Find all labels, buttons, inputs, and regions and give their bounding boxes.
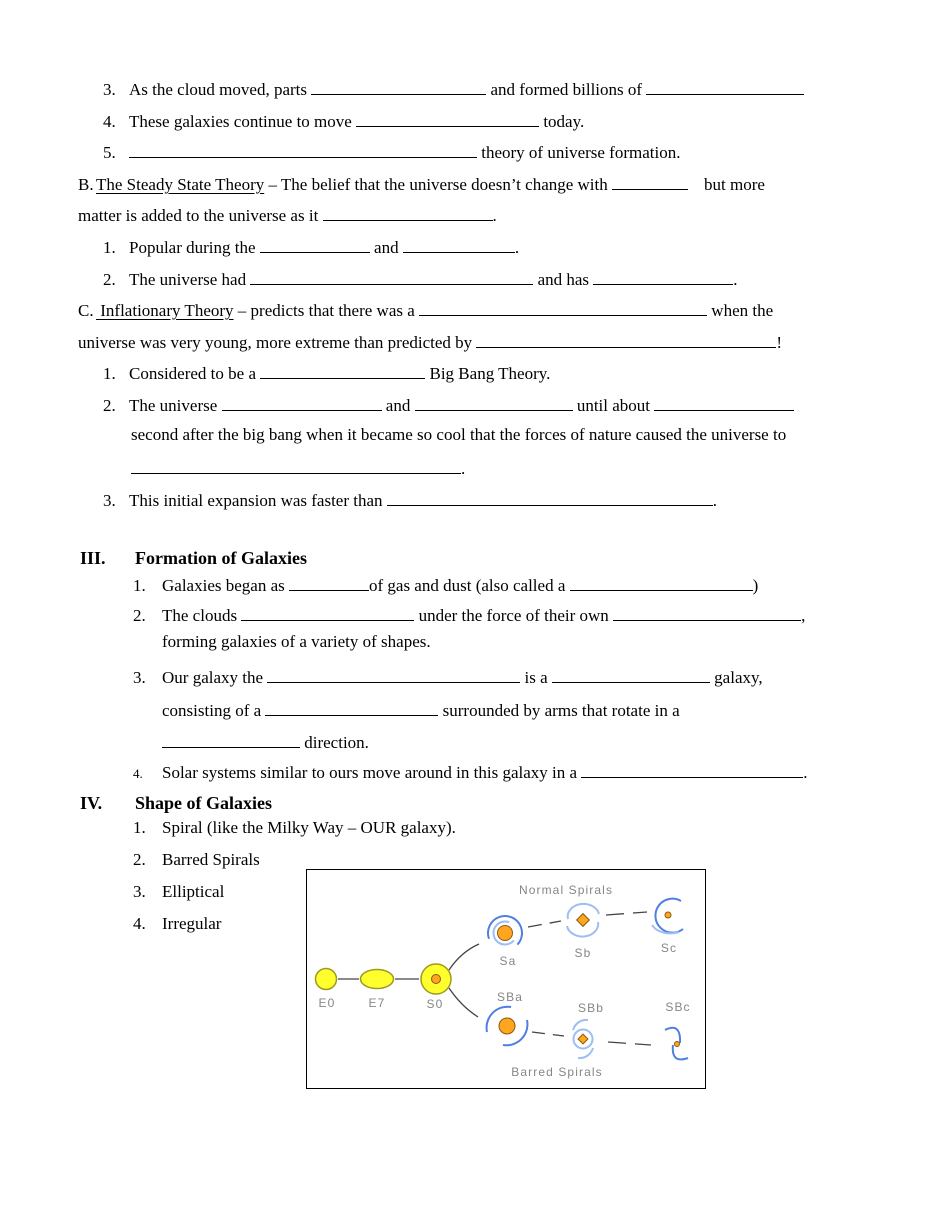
blank-fill-line bbox=[162, 730, 300, 748]
text-run: The universe had bbox=[129, 270, 251, 289]
connector-sb-sc bbox=[606, 912, 647, 915]
text-run: . bbox=[733, 270, 738, 289]
blank-fill-line bbox=[265, 698, 438, 716]
text-run: 1. bbox=[133, 576, 146, 595]
text-run: when the bbox=[707, 301, 774, 320]
label-e0: E0 bbox=[318, 996, 336, 1010]
blank-fill-line bbox=[654, 393, 794, 411]
blank-fill-line bbox=[241, 603, 414, 621]
blank-fill-line bbox=[613, 603, 801, 621]
text-run: ) bbox=[752, 576, 759, 595]
doc-line bbox=[162, 632, 431, 652]
doc-line bbox=[103, 235, 519, 258]
text-run: Barred Spirals bbox=[162, 850, 260, 869]
blank-fill-line bbox=[260, 235, 370, 253]
text-run: and bbox=[369, 238, 403, 257]
doc-line bbox=[103, 140, 680, 163]
text-run: Considered to be a bbox=[129, 364, 261, 383]
text-run: surrounded by arms that rotate in a bbox=[438, 701, 680, 720]
blank-fill-line bbox=[267, 665, 520, 683]
blank-fill-line bbox=[415, 393, 573, 411]
connector-s0-sba bbox=[449, 988, 478, 1017]
sba-core bbox=[499, 1018, 515, 1034]
text-run: until about bbox=[572, 396, 655, 415]
doc-line bbox=[131, 425, 786, 445]
blank-fill-line bbox=[552, 665, 710, 683]
text-run: . bbox=[514, 238, 520, 257]
text-run: 2. bbox=[133, 850, 146, 869]
sc-tail-arm bbox=[652, 925, 679, 933]
blank-fill-line bbox=[612, 172, 688, 190]
text-run: direction. bbox=[300, 733, 369, 752]
e0-galaxy bbox=[316, 969, 337, 990]
text-run: C. bbox=[78, 301, 94, 320]
label-s0: S0 bbox=[426, 997, 444, 1011]
text-run: . bbox=[461, 459, 466, 478]
text-run: and bbox=[381, 396, 415, 415]
text-run: . bbox=[803, 763, 808, 782]
text-run: galaxy, bbox=[709, 668, 763, 687]
doc-line bbox=[78, 330, 782, 353]
label-sbc: SBc bbox=[665, 1000, 691, 1014]
text-run: 4. bbox=[133, 914, 146, 933]
text-run: – The belief that the universe doesn’t change with bbox=[264, 175, 613, 194]
text-run: universe was very young, more extreme than predicted by bbox=[78, 333, 477, 352]
text-run: – predicts that there was a bbox=[233, 301, 420, 320]
sba-galaxy bbox=[487, 1007, 528, 1046]
text-run: B. bbox=[78, 175, 94, 194]
doc-line bbox=[133, 573, 758, 596]
doc-line bbox=[78, 203, 497, 226]
sb-core bbox=[577, 914, 590, 927]
text-run: 1. bbox=[103, 364, 116, 383]
doc-line bbox=[162, 730, 369, 753]
text-run: matter is added to the universe as it bbox=[78, 206, 323, 225]
doc-line bbox=[103, 361, 550, 384]
text-run: 4. bbox=[133, 766, 143, 781]
doc-line bbox=[103, 267, 738, 290]
text-run: theory of universe formation. bbox=[477, 143, 681, 162]
doc-line bbox=[80, 793, 272, 814]
text-run: Solar systems similar to ours move around in this galaxy in a bbox=[162, 763, 582, 782]
text-run: second after the big bang when it became so cool that the forces of nature caused the universe to bbox=[131, 425, 787, 444]
text-run: IV. bbox=[80, 793, 103, 813]
doc-line bbox=[103, 393, 794, 416]
text-run: Irregular bbox=[162, 914, 222, 933]
text-run: Our galaxy the bbox=[162, 668, 268, 687]
text-run: 3. bbox=[103, 80, 116, 99]
blank-fill-line bbox=[476, 330, 776, 348]
text-run: 3. bbox=[133, 882, 146, 901]
text-run: under the force of their own bbox=[414, 606, 614, 625]
blank-fill-line bbox=[222, 393, 382, 411]
blank-fill-line bbox=[646, 77, 804, 95]
s0-core bbox=[432, 975, 441, 984]
label-sc: Sc bbox=[660, 941, 678, 955]
text-run: These galaxies continue to move bbox=[129, 112, 357, 131]
blank-fill-line bbox=[387, 488, 713, 506]
text-run: . bbox=[492, 206, 497, 225]
blank-fill-line bbox=[131, 456, 461, 474]
doc-line bbox=[133, 850, 260, 870]
sc-galaxy bbox=[652, 899, 683, 934]
blank-fill-line bbox=[289, 573, 369, 591]
doc-line bbox=[133, 914, 221, 934]
text-run: of gas and dust (also called a bbox=[368, 576, 570, 595]
text-run: 5. bbox=[103, 143, 116, 162]
text-run: 3. bbox=[103, 491, 116, 510]
text-run: III. bbox=[80, 548, 106, 568]
blank-fill-line bbox=[581, 760, 803, 778]
text-run: is a bbox=[520, 668, 552, 687]
text-run: Spiral (like the Milky Way – OUR galaxy). bbox=[162, 818, 456, 837]
sbb-core bbox=[578, 1034, 588, 1044]
doc-line bbox=[103, 109, 584, 132]
label-e7: E7 bbox=[368, 996, 386, 1010]
galaxy-classification-diagram bbox=[306, 869, 706, 1089]
blank-fill-line bbox=[356, 109, 539, 127]
blank-fill-line bbox=[311, 77, 486, 95]
text-run: , bbox=[801, 606, 806, 625]
text-run: The clouds bbox=[162, 606, 242, 625]
text-run: but more bbox=[704, 175, 765, 194]
text-run: Elliptical bbox=[162, 882, 225, 901]
doc-line bbox=[78, 298, 773, 321]
text-run: and formed billions of bbox=[486, 80, 647, 99]
text-run: today. bbox=[539, 112, 585, 131]
doc-line bbox=[103, 488, 717, 511]
sbc-top-arm bbox=[665, 1028, 680, 1043]
sb-galaxy bbox=[567, 904, 599, 937]
sa-galaxy bbox=[483, 911, 527, 955]
text-run: Galaxies began as bbox=[162, 576, 289, 595]
text-run: 2. bbox=[103, 270, 116, 289]
doc-line bbox=[133, 760, 808, 784]
label-normal-spirals: Normal Spirals bbox=[518, 883, 614, 897]
blank-fill-line bbox=[419, 298, 707, 316]
connector-sba-sbb bbox=[532, 1032, 564, 1036]
sbc-bottom-arm bbox=[673, 1045, 688, 1059]
connector-sbb-sbc bbox=[608, 1042, 651, 1045]
e7-galaxy bbox=[361, 970, 394, 989]
text-run: ! bbox=[776, 333, 783, 352]
doc-line bbox=[78, 172, 765, 195]
blank-fill-line bbox=[129, 140, 477, 158]
doc-line bbox=[131, 456, 465, 479]
doc-line bbox=[162, 698, 680, 721]
text-run: Popular during the bbox=[129, 238, 260, 257]
doc-line bbox=[80, 548, 307, 569]
label-sba: SBa bbox=[497, 990, 523, 1004]
text-run: Formation of Galaxies bbox=[135, 548, 307, 568]
text-run: 3. bbox=[133, 668, 146, 687]
sbb-top-arm bbox=[573, 1020, 588, 1030]
label-sbb: SBb bbox=[578, 1001, 604, 1015]
text-run: 1. bbox=[103, 238, 116, 257]
text-run: 2. bbox=[103, 396, 116, 415]
doc-line bbox=[133, 603, 805, 626]
blank-fill-line bbox=[260, 361, 425, 379]
label-barred-spirals: Barred Spirals bbox=[511, 1065, 603, 1079]
text-run: 2. bbox=[133, 606, 146, 625]
connector-sa-sb bbox=[528, 921, 561, 927]
text-run: . bbox=[712, 491, 718, 510]
doc-line bbox=[133, 665, 763, 688]
sa-core bbox=[498, 926, 513, 941]
text-run: forming galaxies of a variety of shapes. bbox=[162, 632, 431, 651]
text-run: The Steady State Theory bbox=[96, 175, 265, 194]
label-sb: Sb bbox=[574, 946, 592, 960]
doc-line bbox=[103, 77, 804, 100]
doc-line bbox=[133, 818, 456, 838]
text-run: 1. bbox=[133, 818, 146, 837]
blank-fill-line bbox=[570, 573, 753, 591]
s0-galaxy bbox=[421, 964, 451, 994]
sc-core bbox=[665, 912, 671, 918]
sbb-galaxy bbox=[573, 1020, 593, 1058]
text-run: As the cloud moved, parts bbox=[129, 80, 312, 99]
text-run: consisting of a bbox=[162, 701, 266, 720]
elliptical-galaxies bbox=[316, 964, 452, 994]
connector-s0-sa bbox=[449, 944, 479, 970]
label-sa: Sa bbox=[499, 954, 517, 968]
doc-line bbox=[133, 882, 224, 902]
text-run: Inflationary Theory bbox=[96, 301, 234, 320]
sbb-bottom-arm bbox=[578, 1048, 593, 1058]
sbc-core bbox=[675, 1042, 680, 1047]
blank-fill-line bbox=[250, 267, 533, 285]
text-run: The universe bbox=[129, 396, 222, 415]
blank-fill-line bbox=[593, 267, 733, 285]
text-run: and has bbox=[533, 270, 594, 289]
text-run: Shape of Galaxies bbox=[135, 793, 273, 813]
blank-fill-line bbox=[323, 203, 493, 221]
text-run: Big Bang Theory. bbox=[425, 364, 551, 383]
text-run: 4. bbox=[103, 112, 116, 131]
sbc-galaxy bbox=[665, 1028, 688, 1060]
text-run: This initial expansion was faster than bbox=[129, 491, 387, 510]
blank-fill-line bbox=[403, 235, 515, 253]
